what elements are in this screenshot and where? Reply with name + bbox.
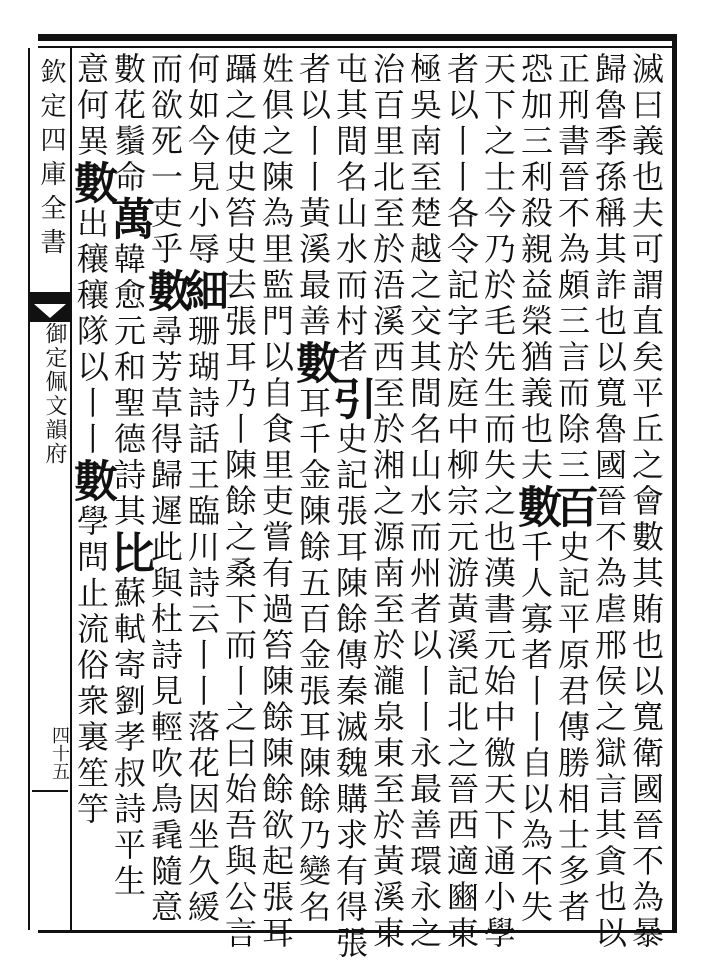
headword: 百: [547, 484, 598, 530]
column-segment: 治百里北至於浯溪西至於湘之源南至於瀧泉東至於黃溪東: [368, 52, 406, 952]
headword: 數: [66, 160, 117, 206]
text-column: [288, 52, 339, 930]
text-column: [478, 52, 518, 952]
headword: 數: [140, 268, 191, 314]
column-segment: 史記平原君傳勝相士多者: [553, 530, 591, 926]
column-text: [478, 52, 518, 952]
text-column: [219, 52, 259, 952]
column-segment: 正刑書晉不為頗三言而除三: [553, 52, 591, 484]
column-segment: 者以丨丨各令記字於庭中柳宗元游黃溪記北之晉西適豳東: [442, 52, 480, 952]
column-segment: 珊瑚詩話王臨川詩云丨丨落花因坐久緩: [183, 314, 221, 926]
column-segment: 千人寡者丨丨自以為不失: [516, 530, 554, 926]
column-segment: 姓俱之陳為里監門以自食里吏嘗有過笞陳餘陳餘欲起張耳: [257, 52, 295, 952]
column-segment: 何如今見小辱: [183, 52, 221, 268]
column-segment: 滅曰義也夫可謂直矣平丘之會數其賄也以寬衛國晉不為暴: [627, 52, 665, 952]
headword: 引: [325, 376, 376, 422]
column-text: [66, 52, 117, 828]
column-text: [256, 52, 296, 952]
headword: 比: [103, 530, 154, 576]
right-border: [672, 34, 677, 933]
column-segment: 蘇軾寄劉孝叔詩平生: [109, 576, 147, 900]
column-text: [404, 52, 444, 952]
column-segment: 屯其間名山水而村者: [331, 52, 369, 376]
column-text: [510, 52, 561, 926]
headword: 數: [66, 458, 117, 504]
column-segment: 出穰穰隊以丨丨: [72, 206, 110, 458]
column-segment: 恐加三利殺親益榮猶義也夫: [516, 52, 554, 484]
column-text: [367, 52, 407, 952]
text-column: [177, 52, 228, 930]
column-segment: 數花鬚命: [109, 52, 147, 196]
column-segment: 史記張耳陳餘傳秦滅魏購求有得張: [331, 422, 369, 962]
column-segment: 天下之士今乃於毛先生而失之也漢書元始中徼天下通小學: [479, 52, 517, 952]
column-segment: 學問止流俗衆裏笙竽: [72, 504, 110, 828]
page-number: 四十五: [49, 726, 70, 780]
column-segment: 躡之使史笞史去張耳乃丨陳餘之桑下而丨之曰始吾與公言: [220, 52, 258, 952]
page-number-rule: [32, 790, 68, 792]
column-text: [325, 52, 376, 962]
column-text: [140, 52, 191, 926]
text-column: [140, 52, 191, 930]
column-segment: 意何異: [72, 52, 110, 160]
column-segment: 韓愈元和聖德詩其: [109, 242, 147, 530]
column-text: [177, 52, 228, 926]
collection-title: 欽定四庫全書: [36, 58, 66, 262]
column-text: [626, 52, 666, 952]
headword: 數: [288, 340, 339, 386]
text-column: [510, 52, 561, 930]
headword: 細: [177, 268, 228, 314]
column-segment: 耳千金陳餘五百金張耳陳餘乃變名: [294, 386, 332, 926]
column-segment: 者以丨丨黃溪最善: [294, 52, 332, 340]
text-column: [367, 52, 407, 952]
column-text: [219, 52, 259, 952]
book-title: 御定佩文韻府: [42, 322, 67, 466]
text-column: [404, 52, 444, 952]
text-column: [256, 52, 296, 952]
text-column: [441, 52, 481, 952]
fish-tail-notch-icon: [34, 304, 66, 318]
top-border: [38, 34, 674, 41]
column-segment: 尋芳草得歸遲此與杜詩見輕吹鳥毳隨意: [146, 314, 184, 926]
text-column: [66, 52, 117, 930]
column-text: [441, 52, 481, 952]
column-segment: 歸魯季孫稱其詐也以寬魯國晉不為虐邢侯之獄言其貪也以: [590, 52, 628, 952]
text-column: [626, 52, 666, 952]
headword: 數: [510, 484, 561, 530]
text-column: [325, 52, 376, 962]
headword: 萬: [103, 196, 154, 242]
top-border-inner: [38, 46, 674, 48]
column-segment: 而欲死一吏乎: [146, 52, 184, 268]
column-segment: 極吳南至楚越之交其間名山水而州者以丨丨永最善環永之: [405, 52, 443, 952]
column-text: [288, 52, 339, 926]
